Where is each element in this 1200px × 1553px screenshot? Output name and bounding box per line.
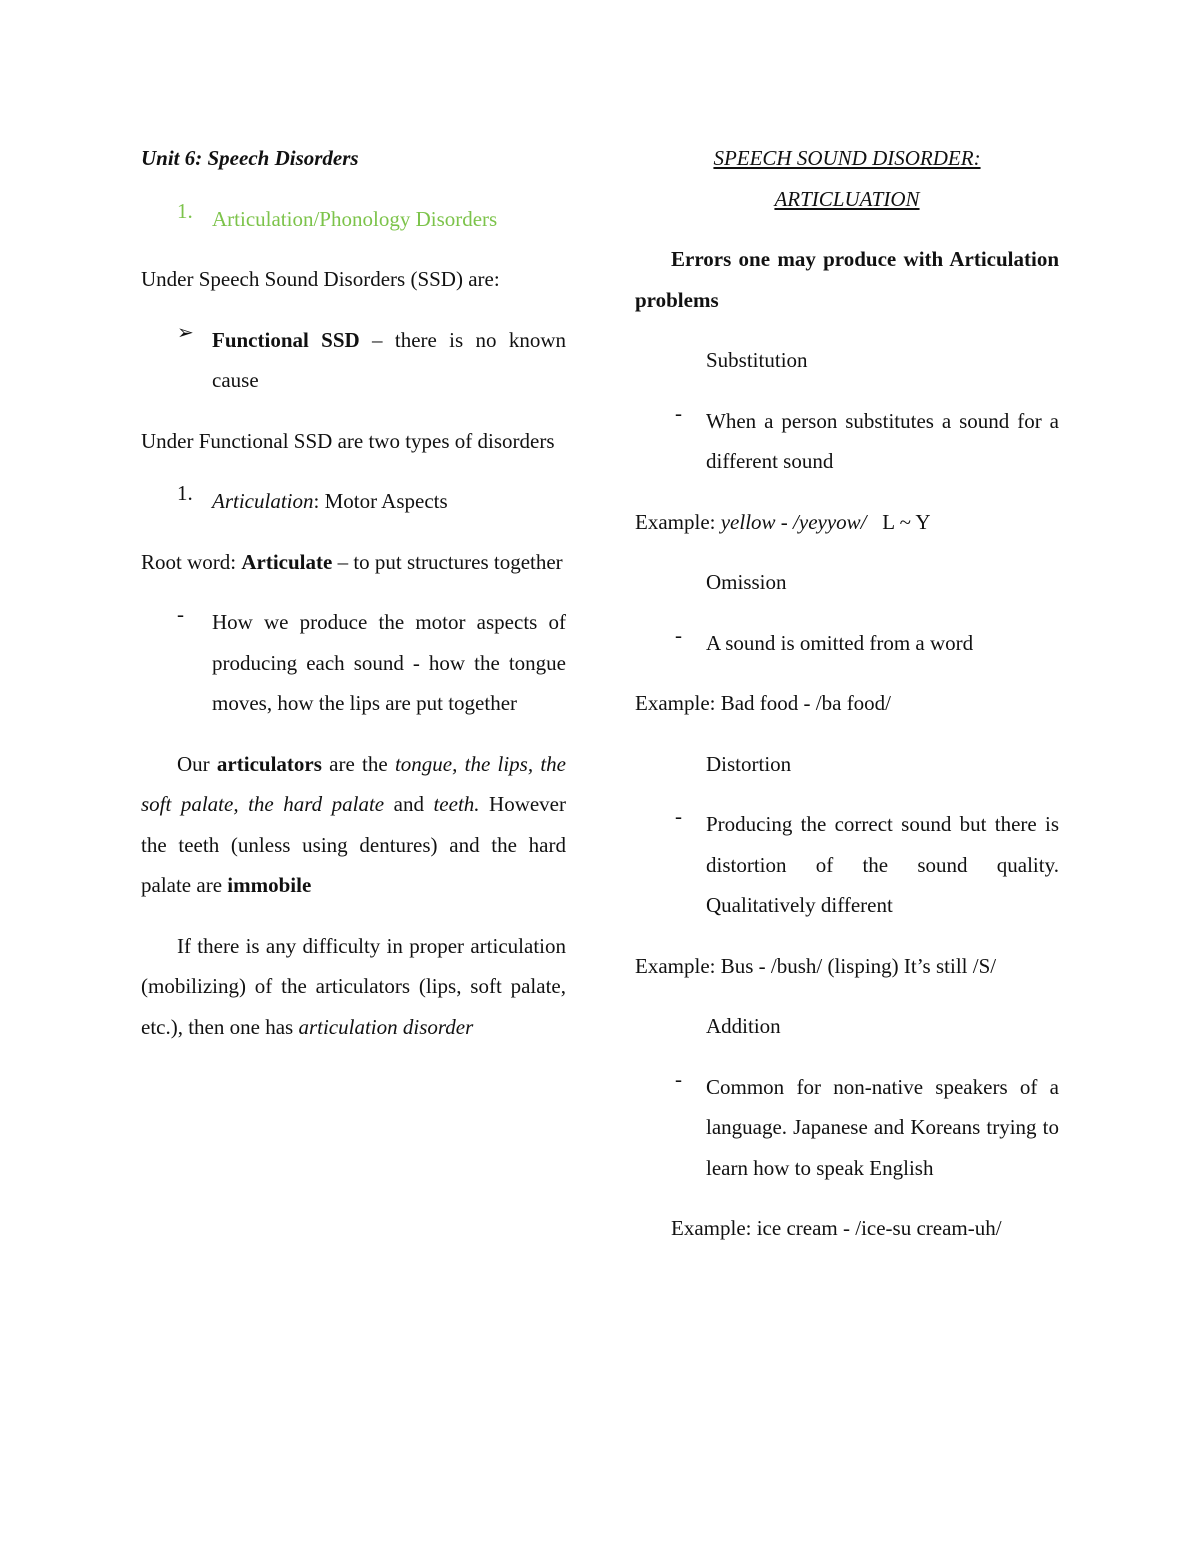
substitution-example-note: L ~ Y	[866, 509, 931, 534]
articulators-text: and	[384, 792, 434, 816]
substitution-heading: Substitution	[706, 348, 808, 372]
difficulty-paragraph	[141, 926, 566, 1048]
left-column	[141, 138, 566, 1047]
omission-desc: A sound is omitted from a word	[706, 630, 974, 655]
addition-example: Example: ice cream - /ice-su cream-uh/	[671, 1216, 1002, 1240]
dash-bullet: -	[177, 602, 184, 626]
two-types-text: Under Functional SSD are two types of disorders	[141, 428, 555, 453]
articulators-list: tongue, the lips, the soft palate, the hard palate	[141, 751, 567, 816]
articulation-text: : Motor Aspects	[313, 489, 448, 513]
errors-heading: Errors one may produce with Articulation problems	[635, 247, 1059, 312]
distortion-example: Example: Bus - /bush/ (lisping) It’s still /S/	[635, 953, 997, 978]
heading-line-1: SPEECH SOUND DISORDER:	[713, 146, 981, 170]
ssd-intro: Under Speech Sound Disorders (SSD) are:	[141, 267, 500, 291]
section-title: Articulation/Phonology Disorders	[212, 206, 498, 231]
dash-bullet: -	[675, 1066, 682, 1091]
substitution-desc: When a person substitutes a sound for a different sound	[706, 408, 1059, 473]
heading-line-2: ARTICLUATION	[774, 186, 920, 211]
root-word-definition: – to put structures together	[332, 549, 563, 574]
articulation-disorder-term: articulation disorder	[298, 1014, 474, 1039]
substitution-example-word: yellow - /yeyyow/	[720, 509, 867, 534]
immobile-term: immobile	[227, 873, 312, 897]
dash-bullet: -	[675, 804, 682, 828]
distortion-heading: Distortion	[706, 751, 792, 776]
section-number: 1.	[177, 198, 193, 223]
omission-example: Example: Bad food - /ba food/	[635, 691, 892, 715]
how-produce-text: How we produce the motor aspects of producing each sound - how the tongue moves, how the lips are put together	[212, 610, 566, 715]
omission-heading: Omission	[706, 570, 787, 594]
distortion-item	[635, 804, 1059, 926]
functional-ssd-text: – there is no known cause	[212, 327, 566, 392]
articulators-text: are the	[321, 751, 395, 776]
root-word-paragraph	[141, 542, 566, 583]
functional-ssd-item	[141, 320, 566, 401]
functional-ssd-label: Functional SSD	[212, 327, 360, 352]
distortion-desc: Producing the correct sound but there is distortion of the sound quality. Qualitatively different	[706, 812, 1059, 917]
articulators-teeth: teeth.	[433, 792, 480, 816]
articulation-label: Articulation	[212, 489, 314, 513]
addition-item	[635, 1067, 1059, 1189]
how-produce-item	[141, 602, 566, 724]
dash-bullet: -	[675, 400, 682, 425]
right-column	[635, 138, 1059, 1249]
articulators-paragraph	[141, 744, 566, 906]
difficulty-text: If there is any difficulty in proper articulation (mobilizing) of the articulators (lips, soft palate, etc.), then one has	[141, 933, 566, 1039]
articulators-term: articulators	[216, 751, 322, 776]
addition-desc: Common for non-native speakers of a language. Japanese and Koreans trying to learn how to speak English	[706, 1074, 1059, 1180]
example-label: Example:	[635, 509, 721, 534]
unit-title: Unit 6: Speech Disorders	[141, 146, 359, 170]
articulators-text: Our	[177, 751, 217, 776]
root-word-prefix: Root word:	[141, 549, 242, 574]
omission-item	[635, 623, 1059, 664]
articulation-list-item	[141, 481, 566, 522]
articulators-text: However the teeth (unless using dentures) and the hard palate are	[141, 792, 566, 897]
addition-heading: Addition	[706, 1014, 781, 1038]
dash-bullet: -	[675, 622, 682, 647]
substitution-item	[635, 401, 1059, 482]
articulation-number: 1.	[177, 481, 193, 505]
section-list-item	[141, 199, 566, 240]
root-word: Articulate	[241, 549, 333, 574]
arrow-bullet-icon: ➢	[177, 321, 194, 344]
substitution-example	[635, 502, 1059, 543]
